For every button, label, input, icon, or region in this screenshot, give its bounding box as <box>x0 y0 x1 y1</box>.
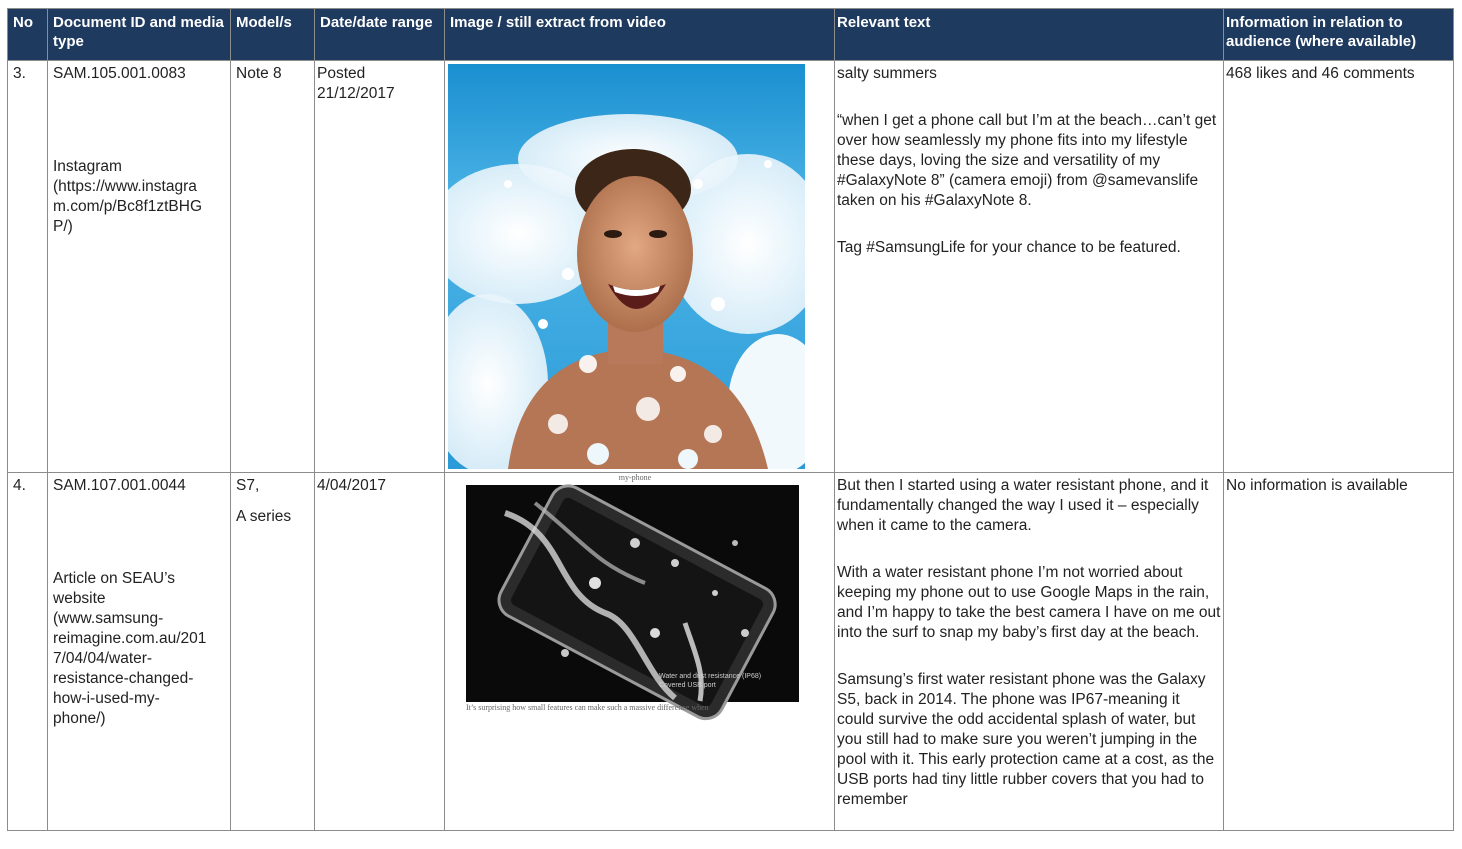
photo-man-splashing-in-sea-icon <box>448 64 805 469</box>
relevant-text-paragraph: Tag #SamsungLife for your chance to be featured. <box>837 239 1181 256</box>
relevant-text-cell <box>835 61 1224 473</box>
evidence-table <box>7 8 1454 831</box>
image-overlay-text: Covered USB port <box>659 682 716 689</box>
date-cell <box>315 473 445 831</box>
media-url-line: (www.samsung- <box>53 610 164 627</box>
audience-cell: 468 likes and 46 comments <box>1224 61 1454 473</box>
document-id: SAM.107.001.0044 <box>53 477 186 494</box>
beach-photo <box>448 64 805 469</box>
image-cell <box>445 61 835 473</box>
image-cell <box>445 473 835 831</box>
image-overlay-text: Water and dust resistance (IP68) <box>659 673 762 680</box>
relevant-text-paragraph: With a water resistant phone I’m not worried about keeping my phone out to use Google Maps in the rain, and I’m happy to take the best camera I have on me out into the surf to snap my baby’s first day at the beach. <box>837 564 1221 641</box>
media-url-line: reimagine.com.au/201 <box>53 630 207 647</box>
relevant-text-paragraph: “when I get a phone call but I’m at the beach…can’t get over how seamlessly my phone fits into my lifestyle these days, loving the size and versatility of my #GalaxyNote 8” (camera emoji) from @samevanslife taken on his #GalaxyNote 8. <box>837 112 1217 209</box>
relevant-text-paragraph: Samsung’s first water resistant phone was the Galaxy S5, back in 2014. The phone was IP67-meaning it could survive the odd accidental splash of water, but you still had to make sure you weren’t jumping in the pool with it. This early protection came at a cost, as the USB ports had tiny little rubber covers that you had to remember <box>837 671 1215 808</box>
table-row <box>8 61 1454 473</box>
media-url-line: P/) <box>53 218 73 235</box>
models-cell <box>231 61 315 473</box>
media-url-line: m.com/p/Bc8f1ztBHG <box>53 198 203 215</box>
media-url-line: 7/04/04/water- <box>53 650 153 667</box>
header-relevant-text: Relevant text <box>835 9 1224 61</box>
relevant-text-paragraph: salty summers <box>837 65 937 82</box>
date-line: 21/12/2017 <box>317 85 395 102</box>
media-url-line: phone/) <box>53 710 106 727</box>
media-url-line: resistance-changed- <box>53 670 194 687</box>
header-no: No <box>8 9 48 61</box>
header-date: Date/date range <box>315 9 445 61</box>
header-document-id: Document ID and media type <box>48 9 231 61</box>
photo-phone-water-splash-icon <box>445 473 834 825</box>
image-caption-bottom: It’s surprising how small features can make such a massive difference when <box>466 703 709 712</box>
media-type: Instagram <box>53 158 122 175</box>
model-name: S7, <box>236 477 260 494</box>
article-still <box>445 473 834 825</box>
table-header-row <box>8 9 1454 61</box>
media-url-line: (https://www.instagra <box>53 178 197 195</box>
document-id-cell <box>48 61 231 473</box>
date-line: Posted <box>317 65 366 82</box>
models-cell <box>231 473 315 831</box>
audience-cell: No information is available <box>1224 473 1454 831</box>
relevant-text-paragraph: But then I started using a water resistant phone, and it fundamentally changed the way I used it – especially when it came to the camera. <box>837 477 1209 534</box>
relevant-text-cell <box>835 473 1224 831</box>
media-url-line: how-i-used-my- <box>53 690 160 707</box>
image-caption-top: my-phone <box>618 473 652 482</box>
media-type: Article on SEAU’s <box>53 570 176 587</box>
row-number: 3. <box>8 61 48 473</box>
model-name: Note 8 <box>236 65 282 82</box>
document-id: SAM.105.001.0083 <box>53 65 186 82</box>
header-audience: Information in relation to audience (where available) <box>1224 9 1454 61</box>
model-name: A series <box>236 508 292 525</box>
row-number: 4. <box>8 473 48 831</box>
date-line: 4/04/2017 <box>317 477 386 494</box>
media-type: website <box>53 590 106 607</box>
date-cell <box>315 61 445 473</box>
header-image: Image / still extract from video <box>445 9 835 61</box>
header-models: Model/s <box>231 9 315 61</box>
table-row <box>8 473 1454 831</box>
document-id-cell <box>48 473 231 831</box>
